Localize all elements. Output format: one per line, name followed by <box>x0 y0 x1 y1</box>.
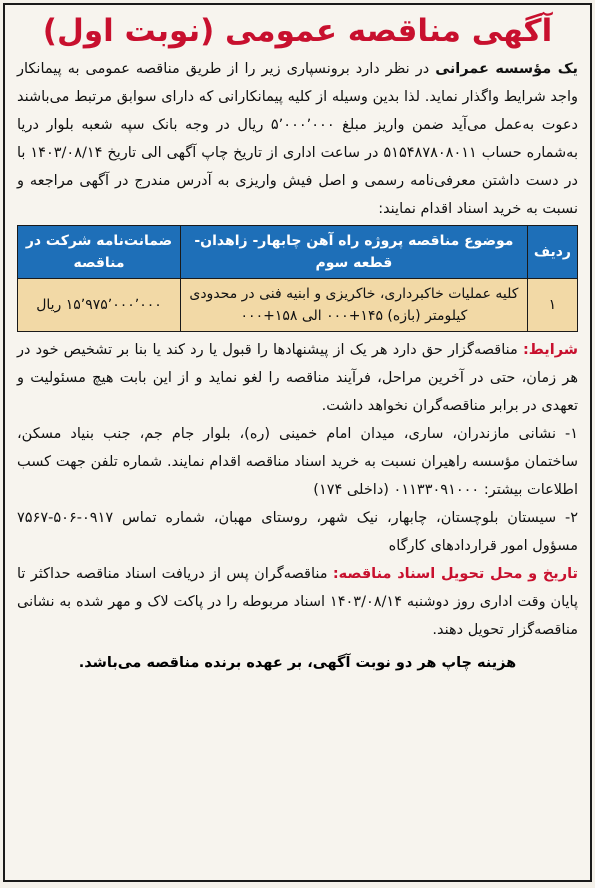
address-item-1: ۱- نشانی مازندران، ساری، میدان امام خمینی (ره)، بلوار جام جم، جنب بنیاد مسکن، ساختمان مؤسسه راهیران نسبت به خرید اسناد مناقصه اقدام نمایند. شماره تلفن جهت کسب اطلاعات بیشتر: ۰۱۱۳۳۰۹۱۰۰۰ (داخلی ۱۷۴) <box>17 426 578 498</box>
header-guarantee: ضمانت‌نامه شرکت در مناقصه <box>18 226 181 279</box>
footer-note: هزینه چاپ هر دو نوبت آگهی، بر عهده برنده مناقصه می‌باشد. <box>78 655 517 671</box>
tender-table <box>17 225 578 332</box>
delivery-label: تاریخ و محل تحویل اسناد مناقصه: <box>332 566 578 582</box>
tender-notice <box>3 3 592 882</box>
conditions-text: مناقصه‌گزار حق دارد هر یک از پیشنهادها را قبول یا رد کند یا بنا بر تشخیص خود در هر زمان، حتی در آخرین مراحل، فرآیند مناقصه را لغو نماید و از این بابت هیچ مسئولیت و تعهدی در برابر مناقصه‌گران نخواهد داشت. <box>17 342 578 414</box>
address-item-2: ۲- سیستان بلوچستان، چابهار، نیک شهر، روستای مهبان، شماره تماس ۰۹۱۷-۵۰۶-۷۵۶۷ مسؤول امور قراردادهای کارگاه <box>17 510 578 554</box>
intro-text: در نظر دارد برونسپاری زیر را از طریق مناقصه عمومی به پیمانکار واجد شرایط واگذار نماید. لذا بدین وسیله از کلیه پیمانکارانی که دارای سوابق مرتبط می‌باشند دعوت به‌عمل می‌آید ضمن واریز مبلغ ۵٬۰۰۰٬۰۰۰ ریال در وجه بانک سپه شعبه بلوار دریا به‌شماره حساب ۵۱۵۴۸۷۸۰۸۰۱۱ در ساعت اداری از تاریخ چاپ آگهی الی تاریخ ۱۴۰۳/۰۸/۱۴ با در دست داشتن معرفی‌نامه رسمی و اصل فیش واریزی به آدرس مندرج در آگهی مراجعه و نسبت به خرید اسناد اقدام نمایند: <box>17 61 578 217</box>
conditions-paragraph <box>17 336 578 420</box>
header-subject: موضوع مناقصه پروژه راه آهن چابهار- زاهدان- قطعه سوم <box>181 226 528 279</box>
delivery-text: مناقصه‌گران پس از دریافت اسناد مناقصه حداکثر تا پایان وقت اداری روز دوشنبه ۱۴۰۳/۰۸/۱۴ اسناد مربوطه را در پاکت لاک و مهر شده به نشانی مناقصه‌گزار تحویل دهند. <box>17 566 579 638</box>
intro-paragraph <box>17 55 578 223</box>
cell-guarantee: ۱۵٬۹۷۵٬۰۰۰٬۰۰۰ ریال <box>18 279 181 332</box>
cell-subject: کلیه عملیات خاکبرداری، خاکریزی و ابنیه فنی در محدودی کیلومتر (بازه) ۱۴۵+۰۰۰ الی ۱۵۸+۰۰۰ <box>181 279 528 332</box>
cell-row-number: ۱ <box>527 279 577 332</box>
notice-title: آگهی مناقصه عمومی (نوبت اول) <box>42 13 553 49</box>
conditions-label: شرایط: <box>522 342 578 358</box>
delivery-paragraph <box>17 560 578 644</box>
organization-name: یک مؤسسه عمرانی <box>435 61 578 77</box>
header-row-number: ردیف <box>527 226 577 279</box>
table-header-row <box>18 226 578 279</box>
table-row <box>18 279 578 332</box>
